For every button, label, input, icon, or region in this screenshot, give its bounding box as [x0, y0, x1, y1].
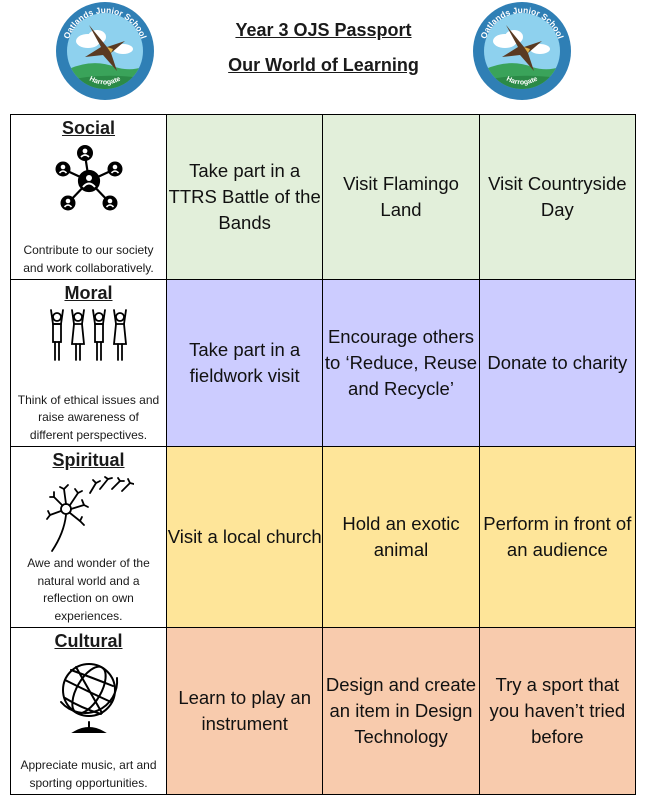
school-logo-right: [472, 1, 572, 101]
category-title: Spiritual: [52, 450, 125, 470]
activity-cell: Donate to charity: [479, 280, 635, 447]
activity-cell: Visit a local church: [167, 447, 323, 628]
activity-cell: Encourage others to ‘Reduce, Reuse and Recycle’: [323, 280, 479, 447]
activity-cell: Learn to play an instrument: [167, 628, 323, 795]
activity-cell: Visit Countryside Day: [479, 115, 635, 280]
globe-icon: [51, 656, 127, 734]
category-social: [11, 115, 167, 280]
activity-cell: Try a sport that you haven’t tried before: [479, 628, 635, 795]
school-logo-left: [55, 1, 155, 101]
page-subtitle: Our World of Learning: [228, 55, 419, 75]
activity-cell: Take part in a TTRS Battle of the Bands: [167, 115, 323, 280]
category-title: Cultural: [54, 631, 123, 651]
passport-grid: [10, 114, 636, 795]
row-cultural: [11, 628, 636, 795]
activity-cell: Hold an exotic animal: [323, 447, 479, 628]
activity-cell: Design and create an item in Design Technology: [323, 628, 479, 795]
category-description: Awe and wonder of the natural world and a reflection on own experiences.: [27, 556, 150, 623]
page-header: [0, 0, 647, 112]
activity-cell: Take part in a fieldwork visit: [167, 280, 323, 447]
category-description: Contribute to our society and work collaboratively.: [23, 243, 154, 275]
logo-text-top: Oatlands Junior School: [478, 4, 566, 41]
row-moral: [11, 280, 636, 447]
dandelion-icon: [44, 475, 134, 555]
category-description: Appreciate music, art and sporting opportunities.: [20, 758, 157, 790]
page-title: Year 3 OJS Passport: [235, 20, 412, 40]
row-spiritual: [11, 447, 636, 628]
category-title: Social: [61, 118, 116, 138]
category-cultural: [11, 628, 167, 795]
category-description: Think of ethical issues and raise awareness of different perspectives.: [17, 392, 160, 442]
category-title: Moral: [64, 283, 113, 303]
activity-cell: Perform in front of an audience: [479, 447, 635, 628]
category-spiritual: [11, 447, 167, 628]
activity-cell: Visit Flamingo Land: [323, 115, 479, 280]
logo-text-bottom: Harrogate: [505, 75, 539, 87]
category-moral: [11, 280, 167, 447]
network-people-icon: [50, 143, 128, 213]
row-social: [11, 115, 636, 280]
logo-text-top: Oatlands Junior School: [61, 4, 149, 41]
people-raising-hands-icon: [47, 308, 131, 366]
logo-text-bottom: Harrogate: [88, 75, 122, 87]
